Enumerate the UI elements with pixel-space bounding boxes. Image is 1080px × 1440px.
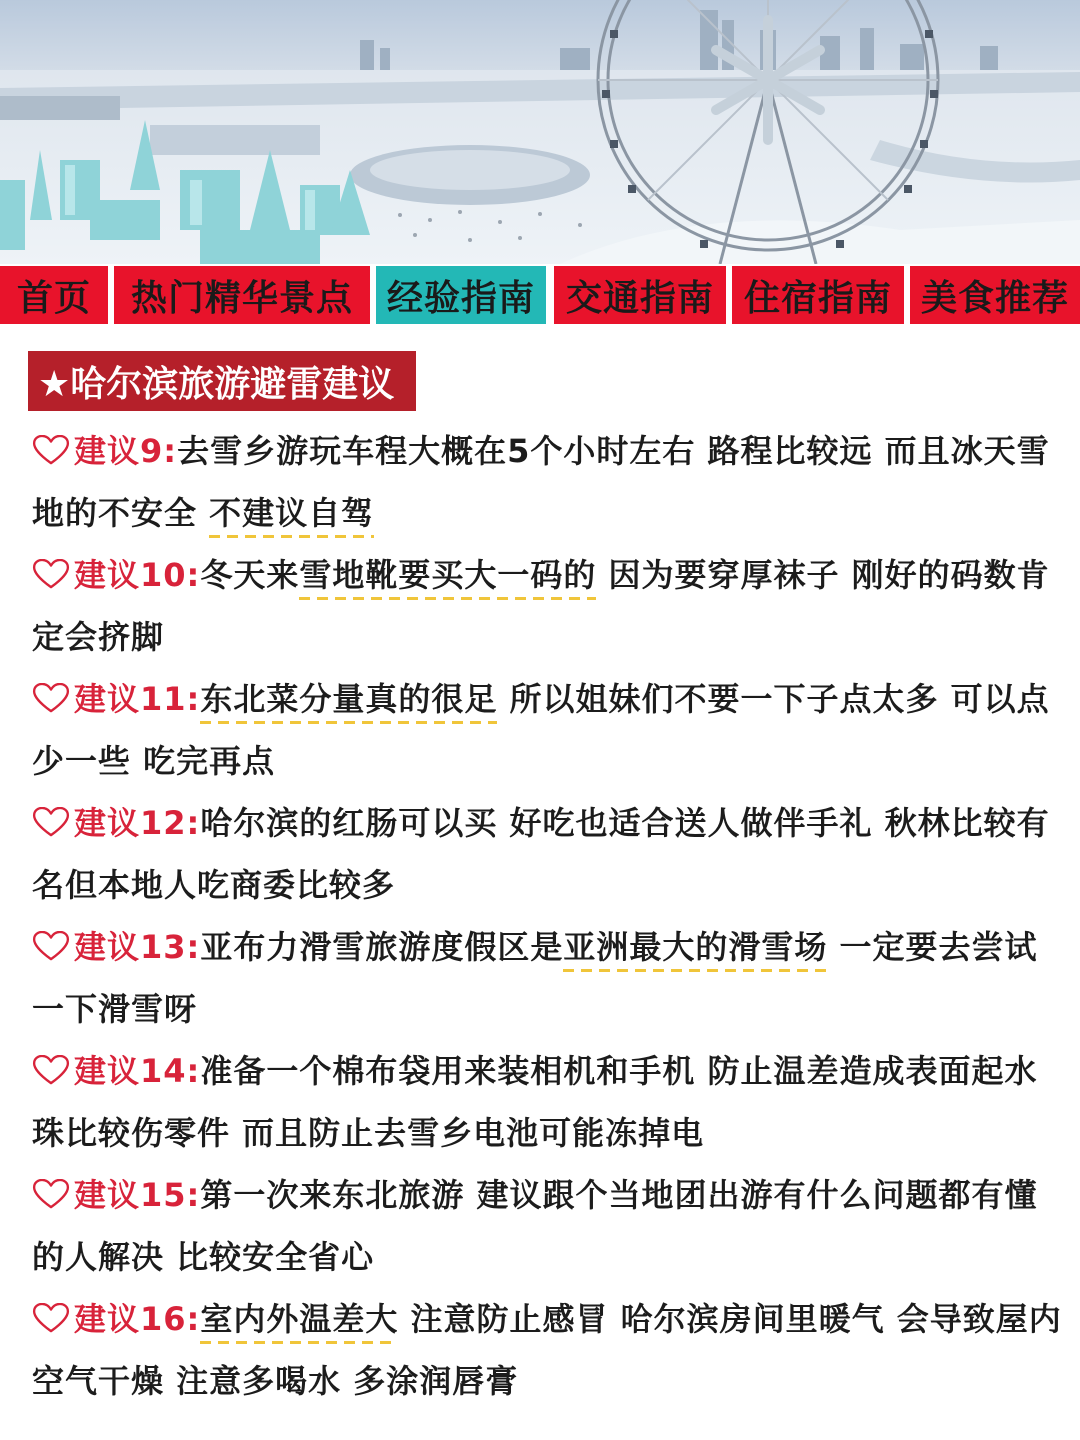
tip-text: 冬天来 [200,556,300,594]
tab-home[interactable] [0,266,108,324]
tab-lodging-guide[interactable] [732,266,904,324]
section-title: ★哈尔滨旅游避雷建议 [28,351,416,411]
hero-illustration [0,0,1080,264]
tip-item [32,1288,1062,1412]
tip-highlight-text: 东北菜分量真的很足 [200,680,497,724]
tip-text: 所以姐妹们不要一下子点太多 可以点少一些 吃完再点 [32,680,1050,780]
tip-highlight-text: 室内外温差大 [200,1300,398,1344]
tip-text: 第一次来东北旅游 建议跟个当地团出游有什么问题都有懂的人解决 比较安全省心 [32,1176,1038,1276]
tip-text: 注意防止感冒 哈尔滨房间里暖气 会导致屋内空气干燥 注意多喝水 多涂润唇膏 [32,1300,1062,1400]
tip-label: 建议14: [74,1052,201,1090]
tip-highlight-text: 雪地靴要买大一码的 [299,556,596,600]
tab-label: 经验指南 [386,277,535,319]
heart-outline-icon [32,559,70,589]
tip-text: 一定要去尝试一下滑雪呀 [32,928,1038,1028]
tab-label: 交通指南 [565,277,714,319]
tip-text: 准备一个棉布袋用来装相机和手机 防止温差造成表面起水珠比较伤零件 而且防止去雪乡电池可能冻掉电 [32,1052,1038,1152]
tip-item [32,668,1062,792]
tab-hot-attractions[interactable] [114,266,370,324]
tip-label: 建议16: [74,1300,201,1338]
tip-highlight-text: 亚洲最大的滑雪场 [563,928,827,972]
tip-label: 建议11: [74,680,201,718]
tip-item [32,916,1062,1040]
tip-text: 哈尔滨的红肠可以买 好吃也适合送人做伴手礼 秋林比较有名但本地人吃商委比较多 [32,804,1050,904]
tip-text: 去雪乡游玩车程大概在5个小时左右 路程比较远 而且冰天雪地的不安全 [32,432,1050,532]
tip-label: 建议12: [74,804,201,842]
heart-outline-icon [32,1303,70,1333]
hero-photo [0,0,1080,264]
heart-outline-icon [32,1179,70,1209]
nav-bar [0,264,1080,326]
heart-outline-icon [32,807,70,837]
tip-item [32,792,1062,916]
tip-text: 亚布力滑雪旅游度假区是 [200,928,564,966]
tab-label: 热门精华景点 [130,277,353,319]
tab-label: 美食推荐 [920,277,1069,319]
heart-outline-icon [32,1055,70,1085]
tab-label: 住宿指南 [743,277,892,319]
tab-transport-guide[interactable] [554,266,726,324]
tab-food-recommend[interactable] [910,266,1080,324]
heart-outline-icon [32,435,70,465]
tip-item [32,1164,1062,1288]
tip-label: 建议10: [74,556,201,594]
tip-label: 建议9: [74,432,178,470]
tip-text: 因为要穿厚袜子 刚好的码数肯定会挤脚 [32,556,1050,656]
tip-item [32,1040,1062,1164]
tip-label: 建议13: [74,928,201,966]
tip-highlight-text: 不建议自驾 [209,494,374,538]
tip-item [32,544,1062,668]
tip-label: 建议15: [74,1176,201,1214]
tab-experience-guide[interactable] [376,266,546,324]
heart-outline-icon [32,931,70,961]
heart-outline-icon [32,683,70,713]
tab-label: 首页 [16,277,91,319]
tip-item [32,420,1062,544]
